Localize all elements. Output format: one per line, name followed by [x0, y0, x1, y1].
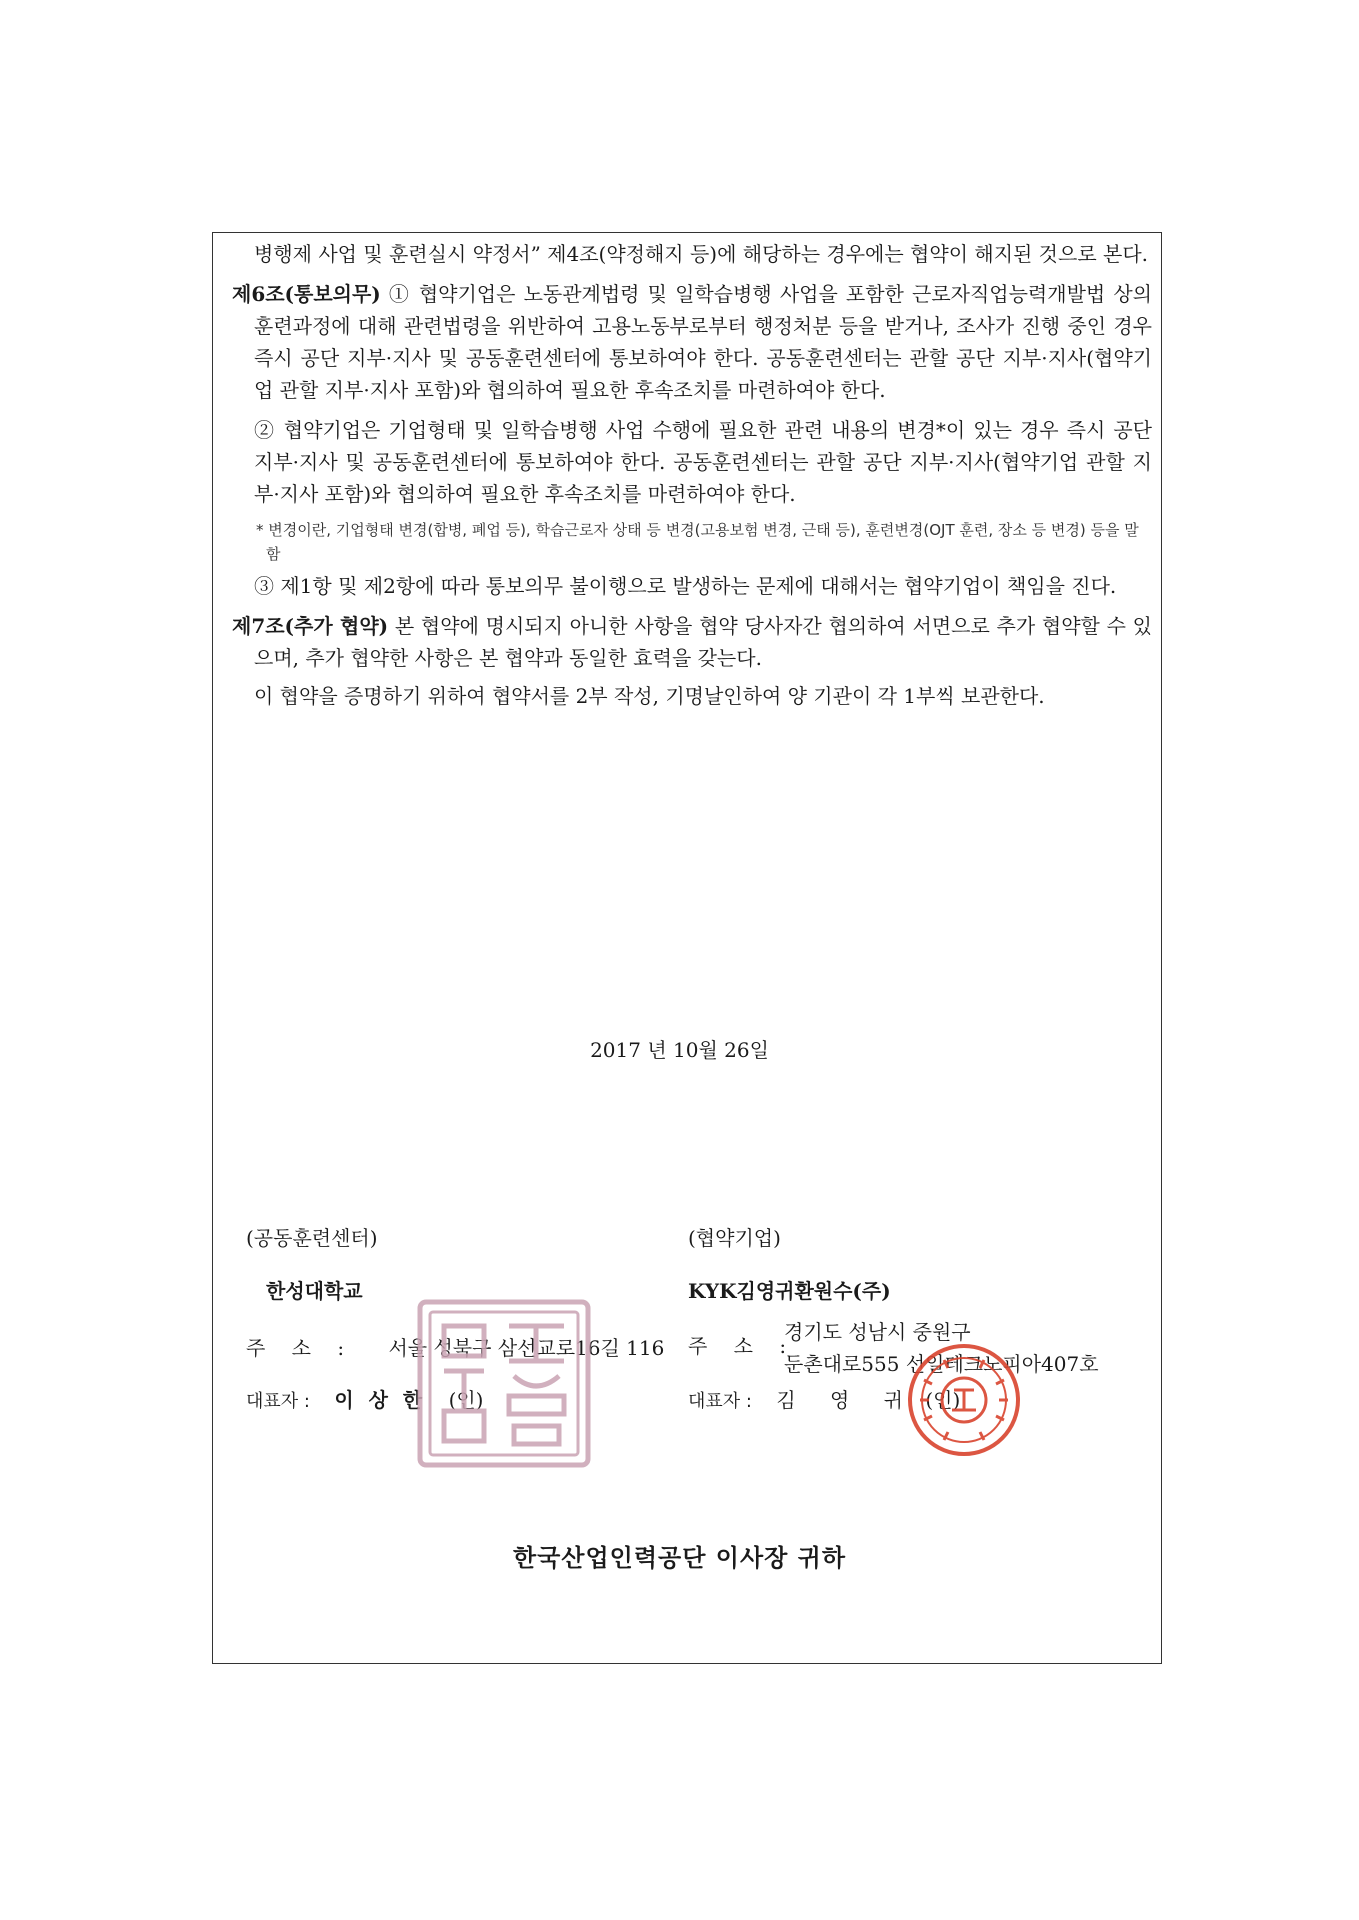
- right-address-line1: 경기도 성남시 중원구: [784, 1320, 971, 1344]
- article6-clause3: ③ 제1항 및 제2항에 따라 통보의무 불이행으로 발생하는 문제에 대해서는 협약기업이 책임을 진다.: [254, 574, 1117, 598]
- addressee: 한국산업인력공단 이사장 귀하: [512, 1543, 847, 1572]
- right-address-label: 주 소 :: [688, 1334, 797, 1358]
- article5-continuation: 병행제 사업 및 훈련실시 약정서” 제4조(약정해지 등)에 해당하는 경우에는 협약이 해지된 것으로 본다.: [254, 242, 1149, 266]
- right-seal-mark: (인): [925, 1388, 961, 1412]
- left-seal-mark: (인): [448, 1388, 484, 1412]
- left-address-value: 서울 성북구 삼선교로16길 116: [388, 1336, 665, 1360]
- right-rep-name: 김 영 귀: [776, 1388, 917, 1412]
- company-seal: [904, 1340, 1024, 1460]
- article7-heading: 제7조(추가 협약): [232, 614, 389, 638]
- left-address-label: 주 소 :: [246, 1336, 355, 1360]
- left-party-name: 한성대학교: [266, 1279, 363, 1303]
- article6-footnote: * 변경이란, 기업형태 변경(합병, 폐업 등), 학습근로자 상태 등 변경(고용보험 변경, 근태 등), 훈련변경(OJT 훈련, 장소 등 변경) 등을 말함: [256, 521, 1139, 563]
- article6-clause2: ② 협약기업은 기업형태 및 일학습병행 사업 수행에 필요한 관련 내용의 변경*이 있는 경우 즉시 공단 지부·지사 및 공동훈련센터에 통보하여야 한다. 공동훈련센터는 관할 공단 지부·지사(협약기업 관할 지부·지사 포함)와 협의하여 필요한 후속조치를 마련하여야 한다.: [254, 418, 1152, 506]
- agreement-date: 2017 년 10월 26일: [590, 1038, 769, 1062]
- article7-paragraph: [232, 610, 1152, 674]
- right-party-name: KYK김영귀환원수(주): [688, 1279, 891, 1303]
- article6-paragraph1: [232, 278, 1152, 406]
- article6-heading: 제6조(통보의무): [232, 282, 381, 306]
- article7-text: 본 협약에 명시되지 아니한 사항을 협약 당사자간 협의하여 서면으로 추가 협약할 수 있으며, 추가 협약한 사항은 본 협약과 동일한 효력을 갖는다.: [254, 614, 1152, 670]
- agreement-body: [232, 238, 1152, 712]
- left-party-role: (공동훈련센터): [246, 1226, 378, 1250]
- right-rep-label: 대표자 :: [688, 1391, 752, 1412]
- left-rep-name: 이 상 한: [334, 1388, 427, 1412]
- right-address-line2: 둔촌대로555 선일테크노피아407호: [784, 1352, 1099, 1376]
- hansung-university-seal: [414, 1296, 594, 1471]
- article6-clause1: ① 협약기업은 노동관계법령 및 일학습병행 사업을 포함한 근로자직업능력개발법 상의 훈련과정에 대해 관련법령을 위반하여 고용노동부로부터 행정처분 등을 받거나, 조사가 진행 중인 경우 즉시 공단 지부·지사 및 공동훈련센터에 통보하여야 한다. 공동훈련센터는 관할 공단 지부·지사(협약기업 관할 지부·지사 포함)와 협의하여 필요한 후속조치를 마련하여야 한다.: [254, 282, 1152, 402]
- right-party-role: (협약기업): [688, 1226, 781, 1250]
- closing-statement: 이 협약을 증명하기 위하여 협약서를 2부 작성, 기명날인하여 양 기관이 각 1부씩 보관한다.: [254, 684, 1045, 708]
- left-rep-label: 대표자 :: [246, 1391, 310, 1412]
